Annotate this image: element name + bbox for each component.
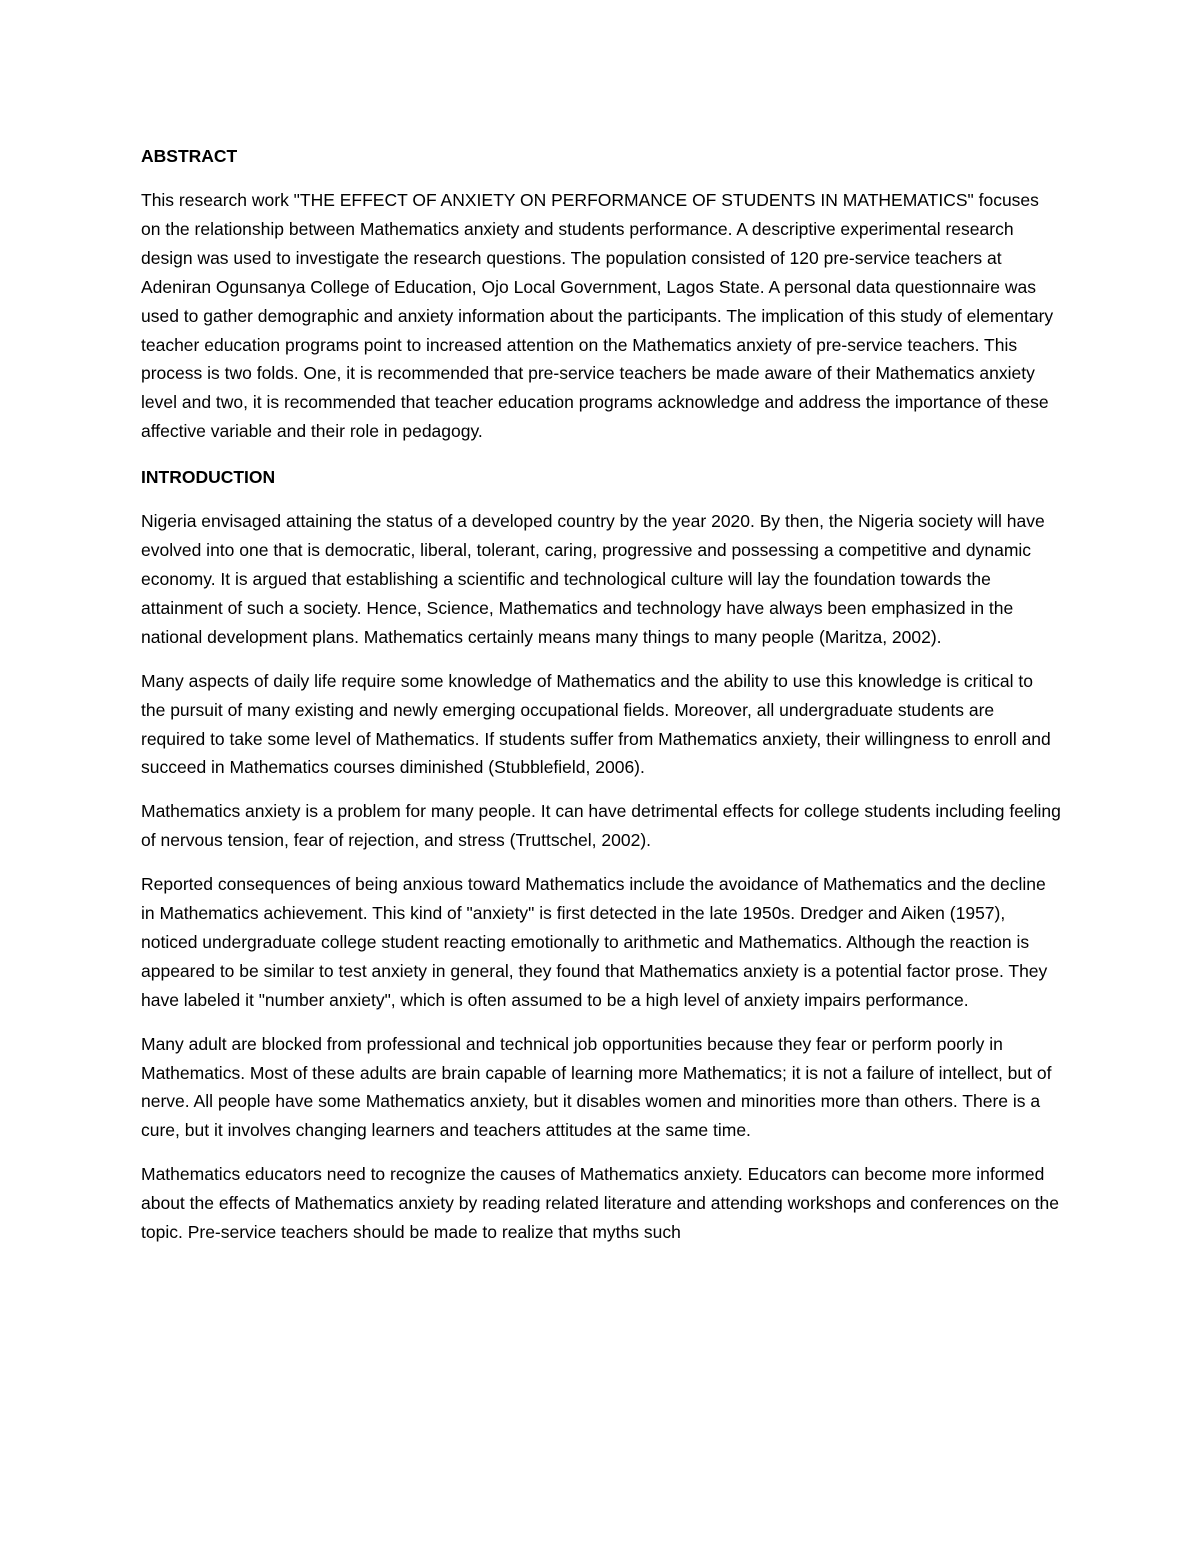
intro-paragraph-6: Mathematics educators need to recognize the causes of Mathematics anxiety. Educators can become more informed about the effects of Mathematics anxiety by reading related literature and attending workshops and conferences on the topic. Pre-service teachers should be made to realize that myths such (141, 1164, 1060, 1243)
intro-paragraph-2: Many aspects of daily life require some knowledge of Mathematics and the ability to use this knowledge is critical to the pursuit of many existing and newly emerging occupational fields. Moreover, all undergraduate students are required to take some level of Mathematics. If students suffer from Mathematics anxiety, their willingness to enroll and succeed in Mathematics courses diminished (Stubblefield, 2006). (141, 670, 1051, 778)
abstract-paragraph: This research work "THE EFFECT OF ANXIETY ON PERFORMANCE OF STUDENTS IN MATHEMATICS" focuses on the relationship between Mathematics anxiety and students performance. A descriptive experimental research design was used to investigate the research questions. The population consisted of 120 pre-service teachers at Adeniran Ogunsanya College of Education, Ojo Local Government, Lagos State. A personal data questionnaire was used to gather demographic and anxiety information about the participants. The implication of this study of elementary teacher education programs point to increased attention on the Mathematics anxiety of pre-service teachers. This process is two folds. One, it is recommended that pre-service teachers be made aware of their Mathematics anxiety level and two, it is recommended that teacher education programs acknowledge and address the importance of these affective variable and their role in pedagogy. (141, 190, 1054, 442)
intro-paragraph-3: Mathematics anxiety is a problem for many people. It can have detrimental effects for college students including feeling of nervous tension, fear of rejection, and stress (Truttschel, 2002). (141, 801, 1061, 851)
introduction-heading: INTRODUCTION (141, 467, 276, 488)
intro-paragraph-4: Reported consequences of being anxious toward Mathematics include the avoidance of Mathematics and the decline in Mathematics achievement. This kind of "anxiety" is first detected in the late 1950s. Dredger and Aiken (1957), noticed undergraduate college student reacting emotionally to arithmetic and Mathematics. Although the reaction is appeared to be similar to test anxiety in general, they found that Mathematics anxiety is a potential factor prose. They have labeled it "number anxiety", which is often assumed to be a high level of anxiety impairs performance. (141, 874, 1048, 1010)
intro-paragraph-1: Nigeria envisaged attaining the status of a developed country by the year 2020. By then, the Nigeria society will have evolved into one that is democratic, liberal, tolerant, caring, progressive and possessing a competitive and dynamic economy. It is argued that establishing a scientific and technological culture will lay the foundation towards the attainment of such a society. Hence, Science, Mathematics and technology have always been emphasized in the national development plans. Mathematics certainly means many things to many people (Maritza, 2002). (141, 511, 1045, 647)
intro-paragraph-5: Many adult are blocked from professional and technical job opportunities because they fear or perform poorly in Mathematics. Most of these adults are brain capable of learning more Mathematics; it is not a failure of intellect, but of nerve. All people have some Mathematics anxiety, but it disables women and minorities more than others. There is a cure, but it involves changing learners and teachers attitudes at the same time. (141, 1033, 1052, 1141)
document-page (141, 142, 1061, 1262)
abstract-heading: ABSTRACT (141, 146, 238, 166)
